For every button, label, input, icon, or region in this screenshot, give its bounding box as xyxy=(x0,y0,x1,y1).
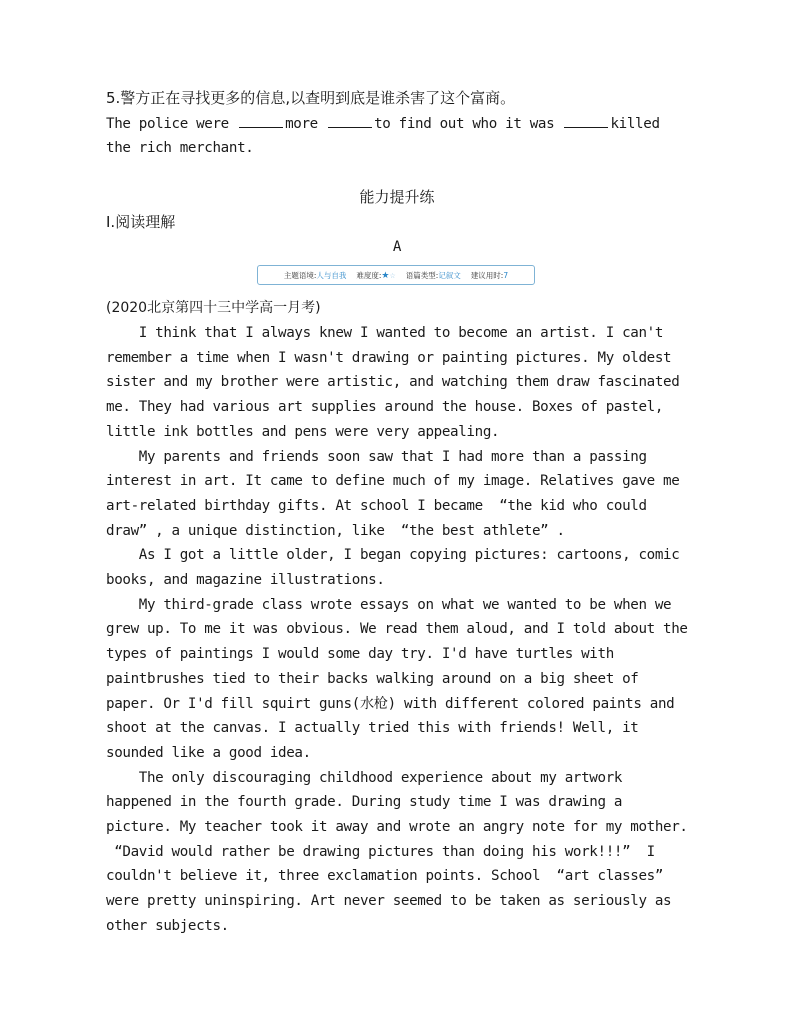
passage-line: My parents and friends soon saw that I had more than a passing xyxy=(106,448,647,465)
passage-line: paintbrushes tied to their backs walking around on a big sheet of xyxy=(106,670,639,687)
passage-line: remember a time when I wasn't drawing or painting pictures. My oldest xyxy=(106,349,672,366)
passage-info-bar xyxy=(257,265,535,285)
passage-line: paper. Or I'd fill squirt guns(水枪) with different colored paints and xyxy=(106,695,675,712)
passage-line: art-related birthday gifts. At school I became “the kid who could xyxy=(106,497,647,514)
time-field: 建议用时:7 xyxy=(470,270,509,280)
passage-line: little ink bottles and pens were very appealing. xyxy=(106,423,500,440)
passage-line: sounded like a good idea. xyxy=(106,744,311,761)
passage-line: “David would rather be drawing pictures than doing his work!!!” I xyxy=(106,843,655,860)
answer-blank-1[interactable] xyxy=(239,115,283,128)
section-title: 能力提升练 xyxy=(359,188,435,206)
passage-line: interest in art. It came to define much of my image. Relatives gave me xyxy=(106,473,680,490)
passage-line: books, and magazine illustrations. xyxy=(106,572,385,588)
theme-field: 主题语境:人与自我 xyxy=(283,270,347,280)
passage-line: The only discouraging childhood experience about my artwork xyxy=(106,769,623,786)
q5-text-4: killed xyxy=(610,116,660,132)
q5-text-1: The police were xyxy=(106,116,229,132)
passage-line: grew up. To me it was obvious. We read them aloud, and I told about the xyxy=(106,621,688,638)
passage-line: happened in the fourth grade. During study time I was drawing a xyxy=(106,794,623,811)
passage-line: My third-grade class wrote essays on what we wanted to be when we xyxy=(106,596,672,613)
q5-text-2: more xyxy=(285,116,318,132)
question-5-english-line2: the rich merchant. xyxy=(106,140,254,156)
passage-line: shoot at the canvas. I actually tried this with friends! Well, it xyxy=(106,720,639,737)
genre-field: 语篇类型:记叙文 xyxy=(405,270,461,280)
question-5-chinese: 5.警方正在寻找更多的信息,以查明到底是谁杀害了这个富商。 xyxy=(106,89,516,107)
answer-blank-3[interactable] xyxy=(564,115,608,128)
passage-line: me. They had various art supplies around the house. Boxes of pastel, xyxy=(106,399,664,416)
passage-line: As I got a little older, I began copying pictures: cartoons, comic xyxy=(106,547,680,564)
star-filled-icon: ★ xyxy=(381,270,390,281)
q5-text-3: to find out who it was xyxy=(374,116,555,132)
answer-blank-2[interactable] xyxy=(328,115,372,128)
passage-line: draw” , a unique distinction, like “the best athlete” . xyxy=(106,522,565,539)
passage-line: other subjects. xyxy=(106,917,229,934)
passage-line: sister and my brother were artistic, and watching them draw fascinated xyxy=(106,374,680,391)
passage-line: I think that I always knew I wanted to become an artist. I can't xyxy=(106,325,664,341)
star-half-icon: ☆ xyxy=(389,271,396,280)
part-title: Ⅰ.阅读理解 xyxy=(106,213,176,231)
passage-line: picture. My teacher took it away and wrote an angry note for my mother. xyxy=(106,819,688,835)
passage-label: A xyxy=(392,239,402,255)
question-5-english-line1 xyxy=(106,114,660,134)
passage-line: couldn't believe it, three exclamation points. School “art classes” xyxy=(106,868,664,885)
passage-source: (2020北京第四十三中学高一月考) xyxy=(106,300,321,316)
passage-line: were pretty uninspiring. Art never seemed to be taken as seriously as xyxy=(106,893,672,910)
difficulty-field: 难度度:★☆ xyxy=(356,270,396,281)
passage-line: types of paintings I would some day try. I'd have turtles with xyxy=(106,646,614,663)
